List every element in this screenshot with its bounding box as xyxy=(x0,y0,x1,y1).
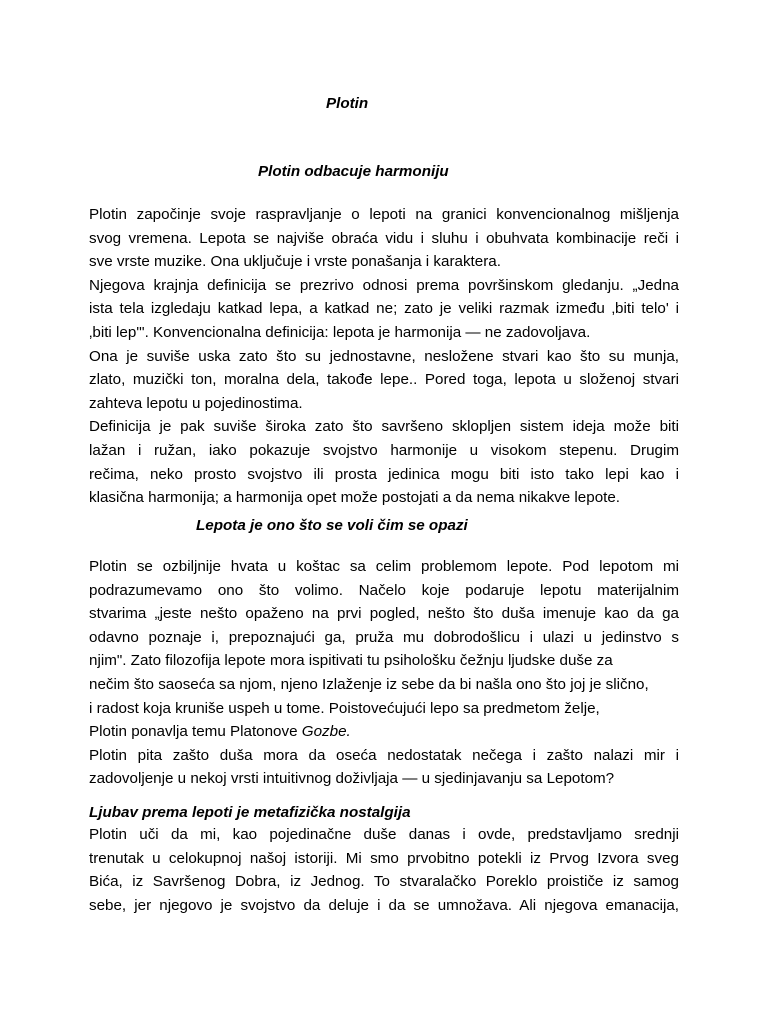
text-line xyxy=(89,275,679,298)
text-line xyxy=(89,721,679,744)
text-line xyxy=(89,603,679,626)
text-line xyxy=(89,871,679,894)
text-line-content: Definicija je pak suviše široka zato što savršeno sklopljen sistem ideja može biti xyxy=(89,418,679,436)
text-line xyxy=(89,322,679,345)
text-line-content: zadovoljenje u nekoj vrsti intuitivnog doživljaja — u sjedinjavanju sa Lepotom? xyxy=(89,770,615,788)
text-line xyxy=(89,487,679,510)
text-line xyxy=(89,895,679,918)
text-line xyxy=(89,848,679,871)
text-line-content: Plotin uči da mi, kao pojedinačne duše danas i ovde, predstavljamo srednji xyxy=(89,826,679,843)
text-line-content: i radost koja kruniše uspeh u tome. Poistovećujući lepo sa predmetom želje, xyxy=(89,699,600,717)
text-line xyxy=(89,745,679,768)
text-line xyxy=(89,824,679,847)
text-line xyxy=(89,369,679,392)
text-line-content: nečim što saoseća sa njom, njeno Izlaženje iz sebe da bi našla ono što joj je slično, xyxy=(89,676,649,693)
text-line xyxy=(89,650,679,673)
italic-title: Gozbe. xyxy=(301,723,351,741)
text-line xyxy=(89,204,679,227)
text-line-content: Plotin započinje svoje raspravljanje o lepoti na granici konvencionalnog mišljenja xyxy=(89,206,679,223)
text-line-content: njim". Zato filozofija lepote mora ispitivati tu psihološku čežnju ljudske duše za xyxy=(89,652,613,670)
text-line-content: lažan i ružan, iako pokazuje svojstvo harmonije u visokom stepenu. Drugim xyxy=(89,442,679,459)
text-line-content: sebe, jer njegovo je svojstvo da deluje i da se umnožava. Ali njegova emanacija, xyxy=(89,896,679,914)
text-line-content: ‚biti lep'". Konvencionalna definicija: lepota je harmonija — ne zadovoljava. xyxy=(89,324,591,341)
text-line-content: trenutak u celokupnoj našoj istoriji. Mi smo prvobitno potekli iz Prvog Izvora sveg xyxy=(89,849,679,867)
text-line xyxy=(89,698,679,721)
text-line-content: Njegova krajnja definicija se prezrivo odnosi prema površinskom gledanju. „Jedna xyxy=(89,276,679,294)
text-line xyxy=(89,416,679,439)
document-title: Plotin xyxy=(326,95,369,112)
text-line xyxy=(89,228,679,251)
text-line-content: zlato, muzički ton, moralna dela, takođe lepe.. Pored toga, lepota u složenoj stvari xyxy=(89,371,679,389)
text-line xyxy=(89,674,679,697)
text-line xyxy=(89,464,679,487)
text-line-content: stvarima „jeste nešto opaženo na prvi pogled, nešto što duša imenuje kao da ga xyxy=(89,605,679,623)
text-line xyxy=(89,346,679,369)
text-line xyxy=(89,556,679,579)
text-line xyxy=(89,393,679,416)
text-line-content: ista tela izgledaju katkad lepa, a katkad ne; zato je veliki razmak između ‚biti telo' i xyxy=(89,300,679,318)
section-heading: Plotin odbacuje harmoniju xyxy=(258,163,449,180)
text-line-content: odavno poznaje i, prepoznajući ga, pruža mu dobrodošlicu i ulazi u jedinstvo s xyxy=(89,628,679,646)
text-line xyxy=(89,298,679,321)
text-line-content: podrazumevamo ono što volimo. Načelo koje podaruje lepotu materijalnim xyxy=(89,581,679,599)
text-line xyxy=(89,440,679,463)
text-line-content: svog vremena. Lepota se najviše obraća vidu i sluhu i obuhvata kombinacije reči i xyxy=(89,229,679,247)
section-heading: Lepota je ono što se voli čim se opazi xyxy=(196,517,468,534)
text-line xyxy=(89,768,679,791)
text-line-content: rečima, neko prosto svojstvo ili prosta jedinica mogu biti isto tako lepi kao i xyxy=(89,465,679,483)
text-line-content: Plotin pita zašto duša mora da oseća nedostatak nečega i zašto nalazi mir i xyxy=(89,746,679,764)
text-line-content: klasična harmonija; a harmonija opet može postojati a da nema nikakve lepote. xyxy=(89,489,621,507)
text-line xyxy=(89,627,679,650)
text-line-content: Bića, iz Savršenog Dobra, iz Jednog. To stvaralačko Poreklo proističe iz samog xyxy=(89,873,679,891)
text-line-content: Plotin se ozbiljnije hvata u koštac sa celim problemom lepote. Pod lepotom mi xyxy=(89,558,679,575)
text-line xyxy=(89,580,679,603)
text-line-content: sve vrste muzike. Ona uključuje i vrste ponašanja i karaktera. xyxy=(89,253,501,271)
text-line-content: Ona je suviše uska zato što su jednostavne, nesložene stvari kao što su munja, xyxy=(89,347,679,365)
text-line-content: zahteva lepotu u pojedinostima. xyxy=(89,394,303,412)
text-line-content: Plotin ponavlja temu Platonove xyxy=(89,723,302,741)
section-heading: Ljubav prema lepoti je metafizička nostalgija xyxy=(89,804,411,821)
text-line xyxy=(89,251,679,274)
